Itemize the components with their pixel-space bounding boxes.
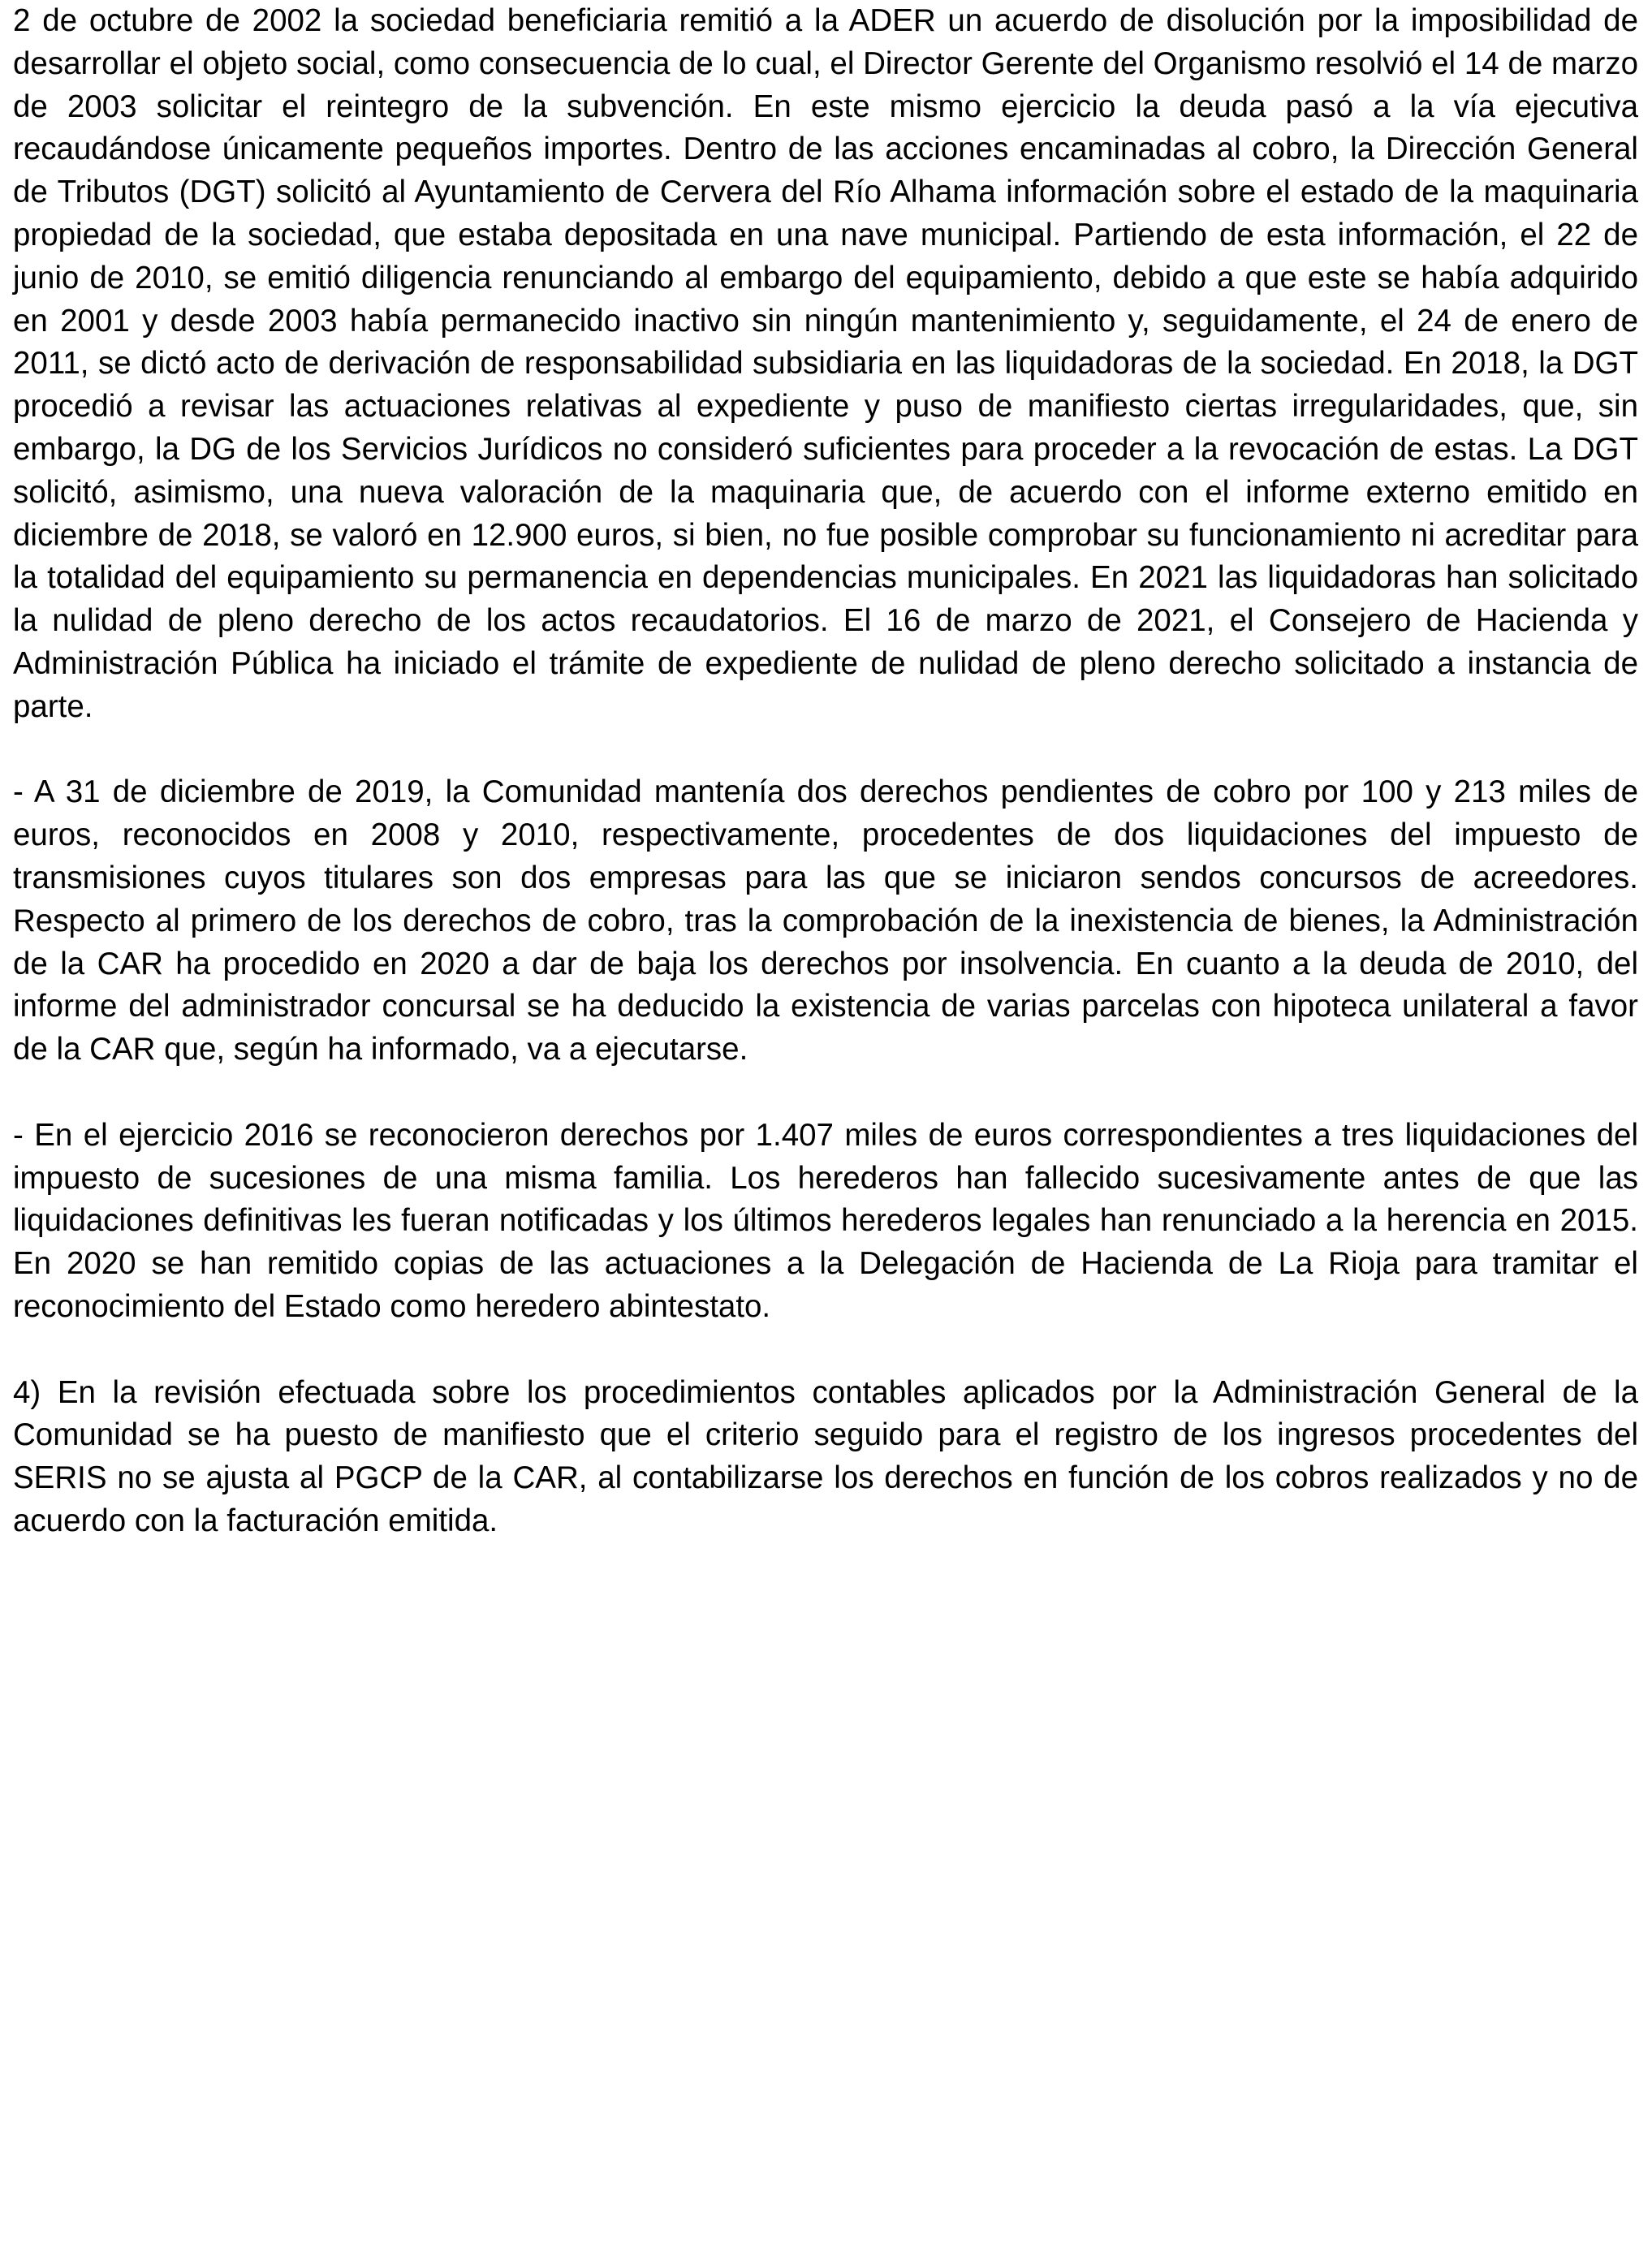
paragraph-derechos-transmisiones: - A 31 de diciembre de 2019, la Comunidad mantenía dos derechos pendientes de cobro por 100 y 213 miles de euros, reconocidos en 2008 y 2010, respectivamente, procedentes de dos liquidaciones del impuesto de transmisiones cuyos titulares son dos empresas para las que se iniciaron sendos concursos de acreedores. Respecto al primero de los derechos de cobro, tras la comprobación de la inexistencia de bienes, la Administración de la CAR ha procedido en 2020 a dar de baja los derechos por insolvencia. En cuanto a la deuda de 2010, del informe del administrador concursal se ha deducido la existencia de varias parcelas con hipoteca unilateral a favor de la CAR que, según ha informado, va a ejecutarse. — [13, 774, 1638, 1067]
document-page — [13, 0, 1638, 1543]
paragraph-procedimientos-contables: 4) En la revisión efectuada sobre los procedimientos contables aplicados por la Administración General de la Comunidad se ha puesto de manifiesto que el criterio seguido para el registro de los ingresos procedentes del SERIS no se ajusta al PGCP de la CAR, al contabilizarse los derechos en función de los cobros realizados y no de acuerdo con la facturación emitida. — [13, 1374, 1638, 1538]
paragraph-ader-subvencion: 2 de octubre de 2002 la sociedad beneficiaria remitió a la ADER un acuerdo de disolución por la imposibilidad de desarrollar el objeto social, como consecuencia de lo cual, el Director Gerente del Organismo resolvió el 14 de marzo de 2003 solicitar el reintegro de la subvención. En este mismo ejercicio la deuda pasó a la vía ejecutiva recaudándose únicamente pequeños importes. Dentro de las acciones encaminadas al cobro, la Dirección General de Tributos (DGT) solicitó al Ayuntamiento de Cervera del Río Alhama información sobre el estado de la maquinaria propiedad de la sociedad, que estaba depositada en una nave municipal. Partiendo de esta información, el 22 de junio de 2010, se emitió diligencia renunciando al embargo del equipamiento, debido a que este se había adquirido en 2001 y desde 2003 había permanecido inactivo sin ningún mantenimiento y, seguidamente, el 24 de enero de 2011, se dictó acto de derivación de responsabilidad subsidiaria en las liquidadoras de la sociedad. En 2018, la DGT procedió a revisar las actuaciones relativas al expediente y puso de manifiesto ciertas irregularidades, que, sin embargo, la DG de los Servicios Jurídicos no consideró suficientes para proceder a la revocación de estas. La DGT solicitó, asimismo, una nueva valoración de la maquinaria que, de acuerdo con el informe externo emitido en diciembre de 2018, se valoró en 12.900 euros, si bien, no fue posible comprobar su funcionamiento ni acreditar para la totalidad del equipamiento su permanencia en dependencias municipales. En 2021 las liquidadoras han solicitado la nulidad de pleno derecho de los actos recaudatorios. El 16 de marzo de 2021, el Consejero de Hacienda y Administración Pública ha iniciado el trámite de expediente de nulidad de pleno derecho solicitado a instancia de parte. — [13, 3, 1638, 724]
paragraph-derechos-sucesiones: - En el ejercicio 2016 se reconocieron derechos por 1.407 miles de euros correspondientes a tres liquidaciones del impuesto de sucesiones de una misma familia. Los herederos han fallecido sucesivamente antes de que las liquidaciones definitivas les fueran notificadas y los últimos herederos legales han renunciado a la herencia en 2015. En 2020 se han remitido copias de las actuaciones a la Delegación de Hacienda de La Rioja para tramitar el reconocimiento del Estado como heredero abintestato. — [13, 1117, 1638, 1324]
